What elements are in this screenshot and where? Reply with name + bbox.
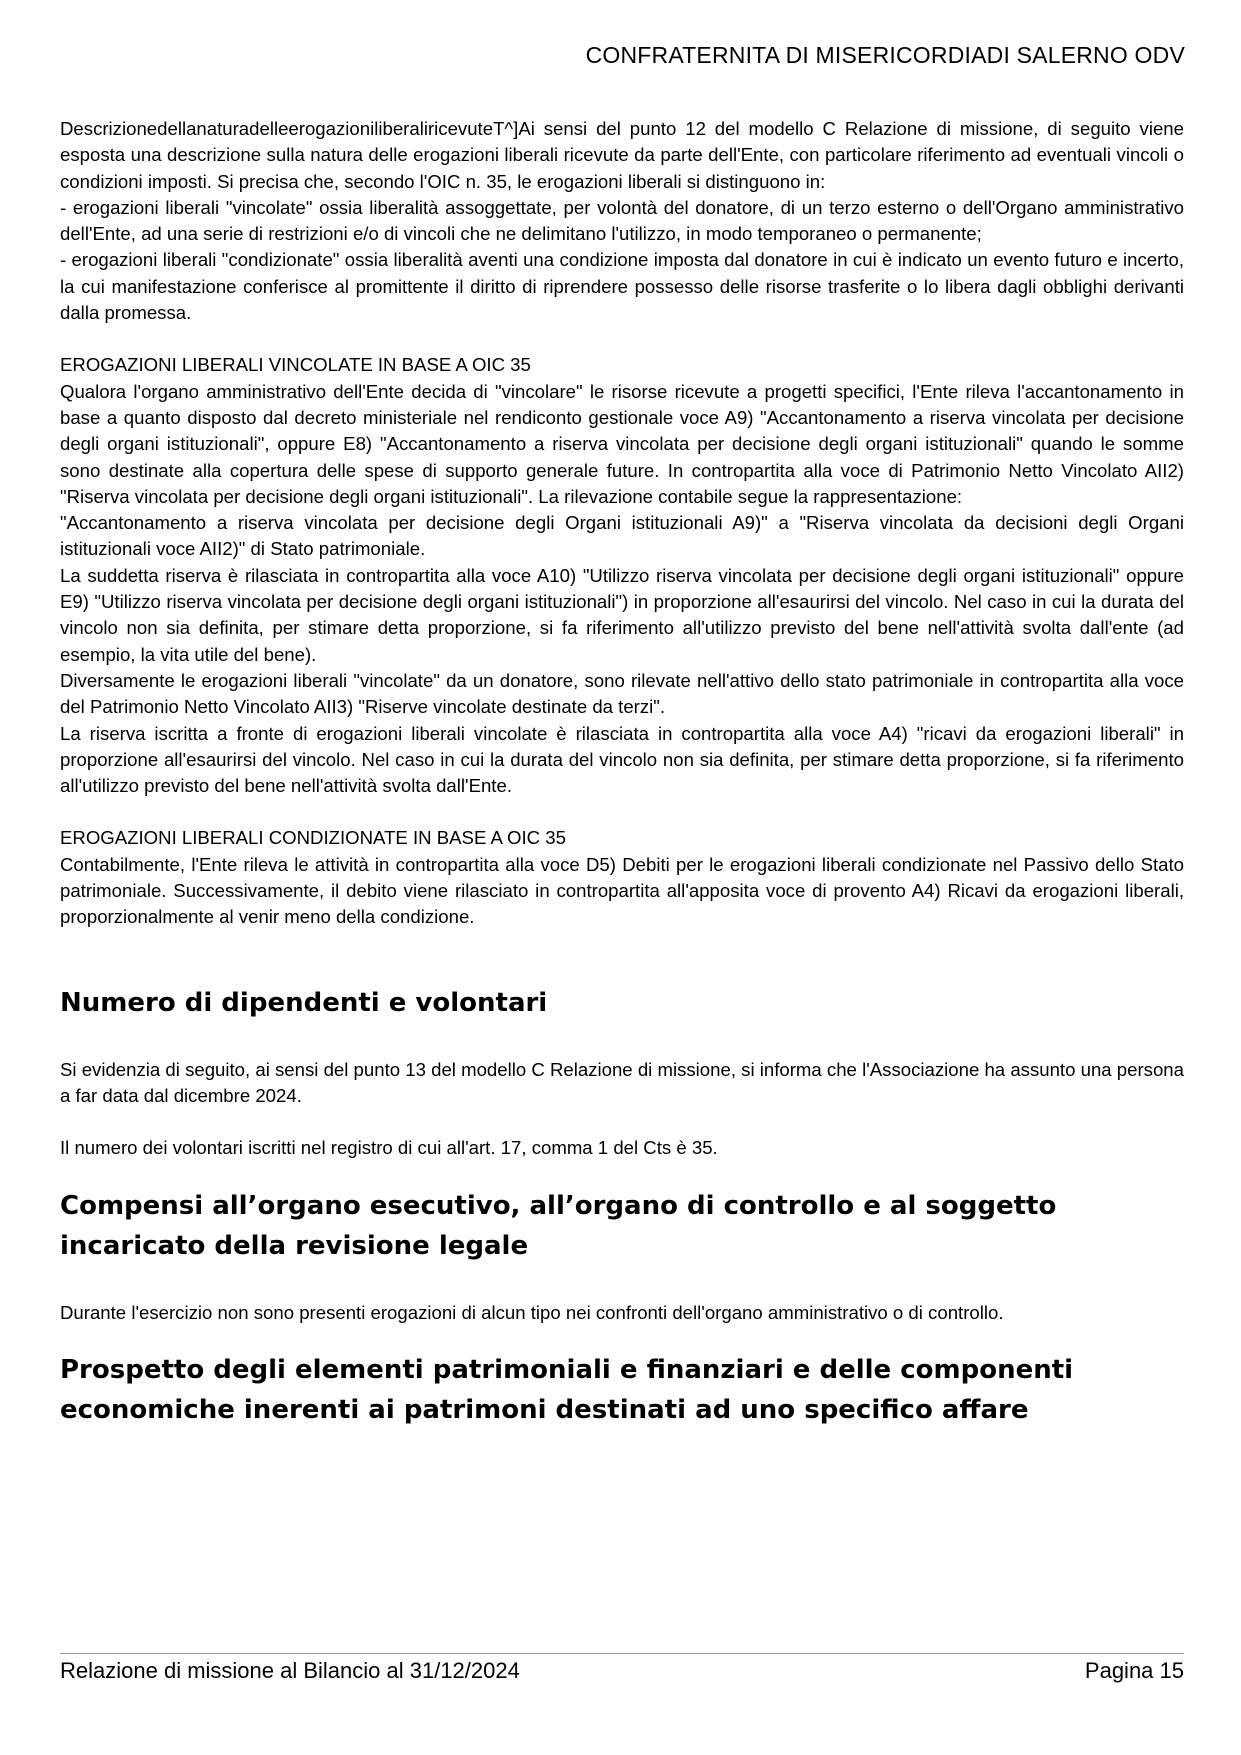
footer-page-number: Pagina 15 <box>1084 1658 1184 1683</box>
vincolate-paragraph: La suddetta riserva è rilasciata in contropartita alla voce A10) "Utilizzo riserva vincolata per decisione degli organi istituzionali" oppure E9) "Utilizzo riserva vincolata per decisione degli organi istituzionali") in proporzione all'esaurirsi del vincolo. Nel caso in cui la durata del vincolo non sia definita, per stimare detta proporzione, si fa riferimento all'utilizzo previsto del bene nell'attività svolta dall'ente (ad esempio, la vita utile del bene). <box>60 564 1184 665</box>
intro-section <box>60 116 1184 326</box>
vincolate-heading: EROGAZIONI LIBERALI VINCOLATE IN BASE A OIC 35 <box>60 354 531 376</box>
condizionate-section <box>60 825 1184 930</box>
page-footer <box>60 1658 1184 1684</box>
page-content <box>60 116 1184 1430</box>
dipendenti-paragraph: Si evidenzia di seguito, ai sensi del punto 13 del modello C Relazione di missione, si informa che l'Associazione ha assunto una persona a far data dal dicembre 2024. <box>60 1058 1184 1106</box>
vincolate-paragraph: Diversamente le erogazioni liberali "vincolate" da un donatore, sono rilevate nell'attivo dello stato patrimoniale in contropartita alla voce del Patrimonio Netto Vincolato AII3) "Riserve vincolate destinate da terzi". <box>60 669 1184 718</box>
condizionate-heading: EROGAZIONI LIBERALI CONDIZIONATE IN BASE A OIC 35 <box>60 827 566 849</box>
page-header: CONFRATERNITA DI MISERICORDIADI SALERNO ODV <box>585 42 1185 68</box>
vincolate-paragraph: La riserva iscritta a fronte di erogazioni liberali vincolate è rilasciata in contropartita alla voce A4) "ricavi da erogazioni liberali" in proporzione all'esaurirsi del vincolo. Nel caso in cui la durata del vincolo non sia definita, per stimare detta proporzione, si fa riferimento all'utilizzo previsto del bene nell'attività svolta dall'Ente. <box>60 722 1184 797</box>
condizionate-paragraph: Contabilmente, l'Ente rileva le attività in contropartita alla voce D5) Debiti per le erogazioni liberali condizionate nel Passivo dello Stato patrimoniale. Successivamente, il debito viene rilasciato in contropartita all'apposita voce di provento A4) Ricavi da erogazioni liberali, proporzionalmente al venir meno della condizione. <box>60 853 1184 928</box>
footer-document-title: Relazione di missione al Bilancio al 31/12/2024 <box>60 1658 520 1683</box>
vincolate-section <box>60 352 1184 799</box>
vincolate-paragraph: "Accantonamento a riserva vincolata per decisione degli Organi istituzionali A9)" a "Riserva vincolata da decisioni degli Organi istituzionali voce AII2)" di Stato patrimoniale. <box>60 512 1184 560</box>
vincolate-paragraph: Qualora l'organo amministrativo dell'Ente decida di "vincolare" le risorse ricevute a progetti specifici, l'Ente rileva l'accantonamento in base a quanto disposto dal decreto ministeriale nel rendiconto gestionale voce A9) "Accantonamento a riserva vincolata per decisione degli organi istituzionali", oppure E8) "Accantonamento a riserva vincolata per decisione degli organi istituzionali" quando le somme sono destinate alla copertura delle spese di supporto generale future. In contropartita alla voce di Patrimonio Netto Vincolato AII2) "Riserva vincolata per decisione degli organi istituzionali". La rilevazione contabile segue la rappresentazione: <box>60 380 1184 507</box>
section-title-prospetto: Prospetto degli elementi patrimoniali e finanziari e delle componenti economiche inerenti ai patrimoni destinati ad uno specifico affare <box>60 1354 1074 1425</box>
compensi-paragraph: Durante l'esercizio non sono presenti erogazioni di alcun tipo nei confronti dell'organo amministrativo o di controllo. <box>60 1301 1004 1323</box>
intro-paragraph: - erogazioni liberali "vincolate" ossia liberalità assoggettate, per volontà del donatore, di un terzo esterno o dell'Organo amministrativo dell'Ente, ad una serie di restrizioni e/o di vincoli che ne delimitano l'utilizzo, in modo temporaneo o permanente; <box>60 196 1184 245</box>
intro-paragraph: DescrizionedellanaturadelleerogazioniliberaliricevuteT^]Ai sensi del punto 12 del modello C Relazione di missione, di seguito viene esposta una descrizione sulla natura delle erogazioni liberali ricevute da parte dell'Ente, con particolare riferimento ad eventuali vincoli o condizioni imposti. Si precisa che, secondo l'OIC n. 35, le erogazioni liberali si distinguono in: <box>60 118 1184 192</box>
section-title-compensi: Compensi all’organo esecutivo, all’organo di controllo e al soggetto incaricato della revisione legale <box>60 1190 1057 1261</box>
volontari-paragraph: Il numero dei volontari iscritti nel registro di cui all'art. 17, comma 1 del Cts è 35. <box>60 1137 718 1159</box>
section-title-dipendenti: Numero di dipendenti e volontari <box>60 987 548 1018</box>
intro-paragraph: - erogazioni liberali "condizionate" ossia liberalità aventi una condizione imposta dal donatore in cui è indicato un evento futuro e incerto, la cui manifestazione conferisce al promittente il diritto di riprendere possesso delle risorse trasferite o lo libera dagli obblighi derivanti dalla promessa. <box>60 249 1184 324</box>
footer-divider <box>60 1653 1184 1654</box>
